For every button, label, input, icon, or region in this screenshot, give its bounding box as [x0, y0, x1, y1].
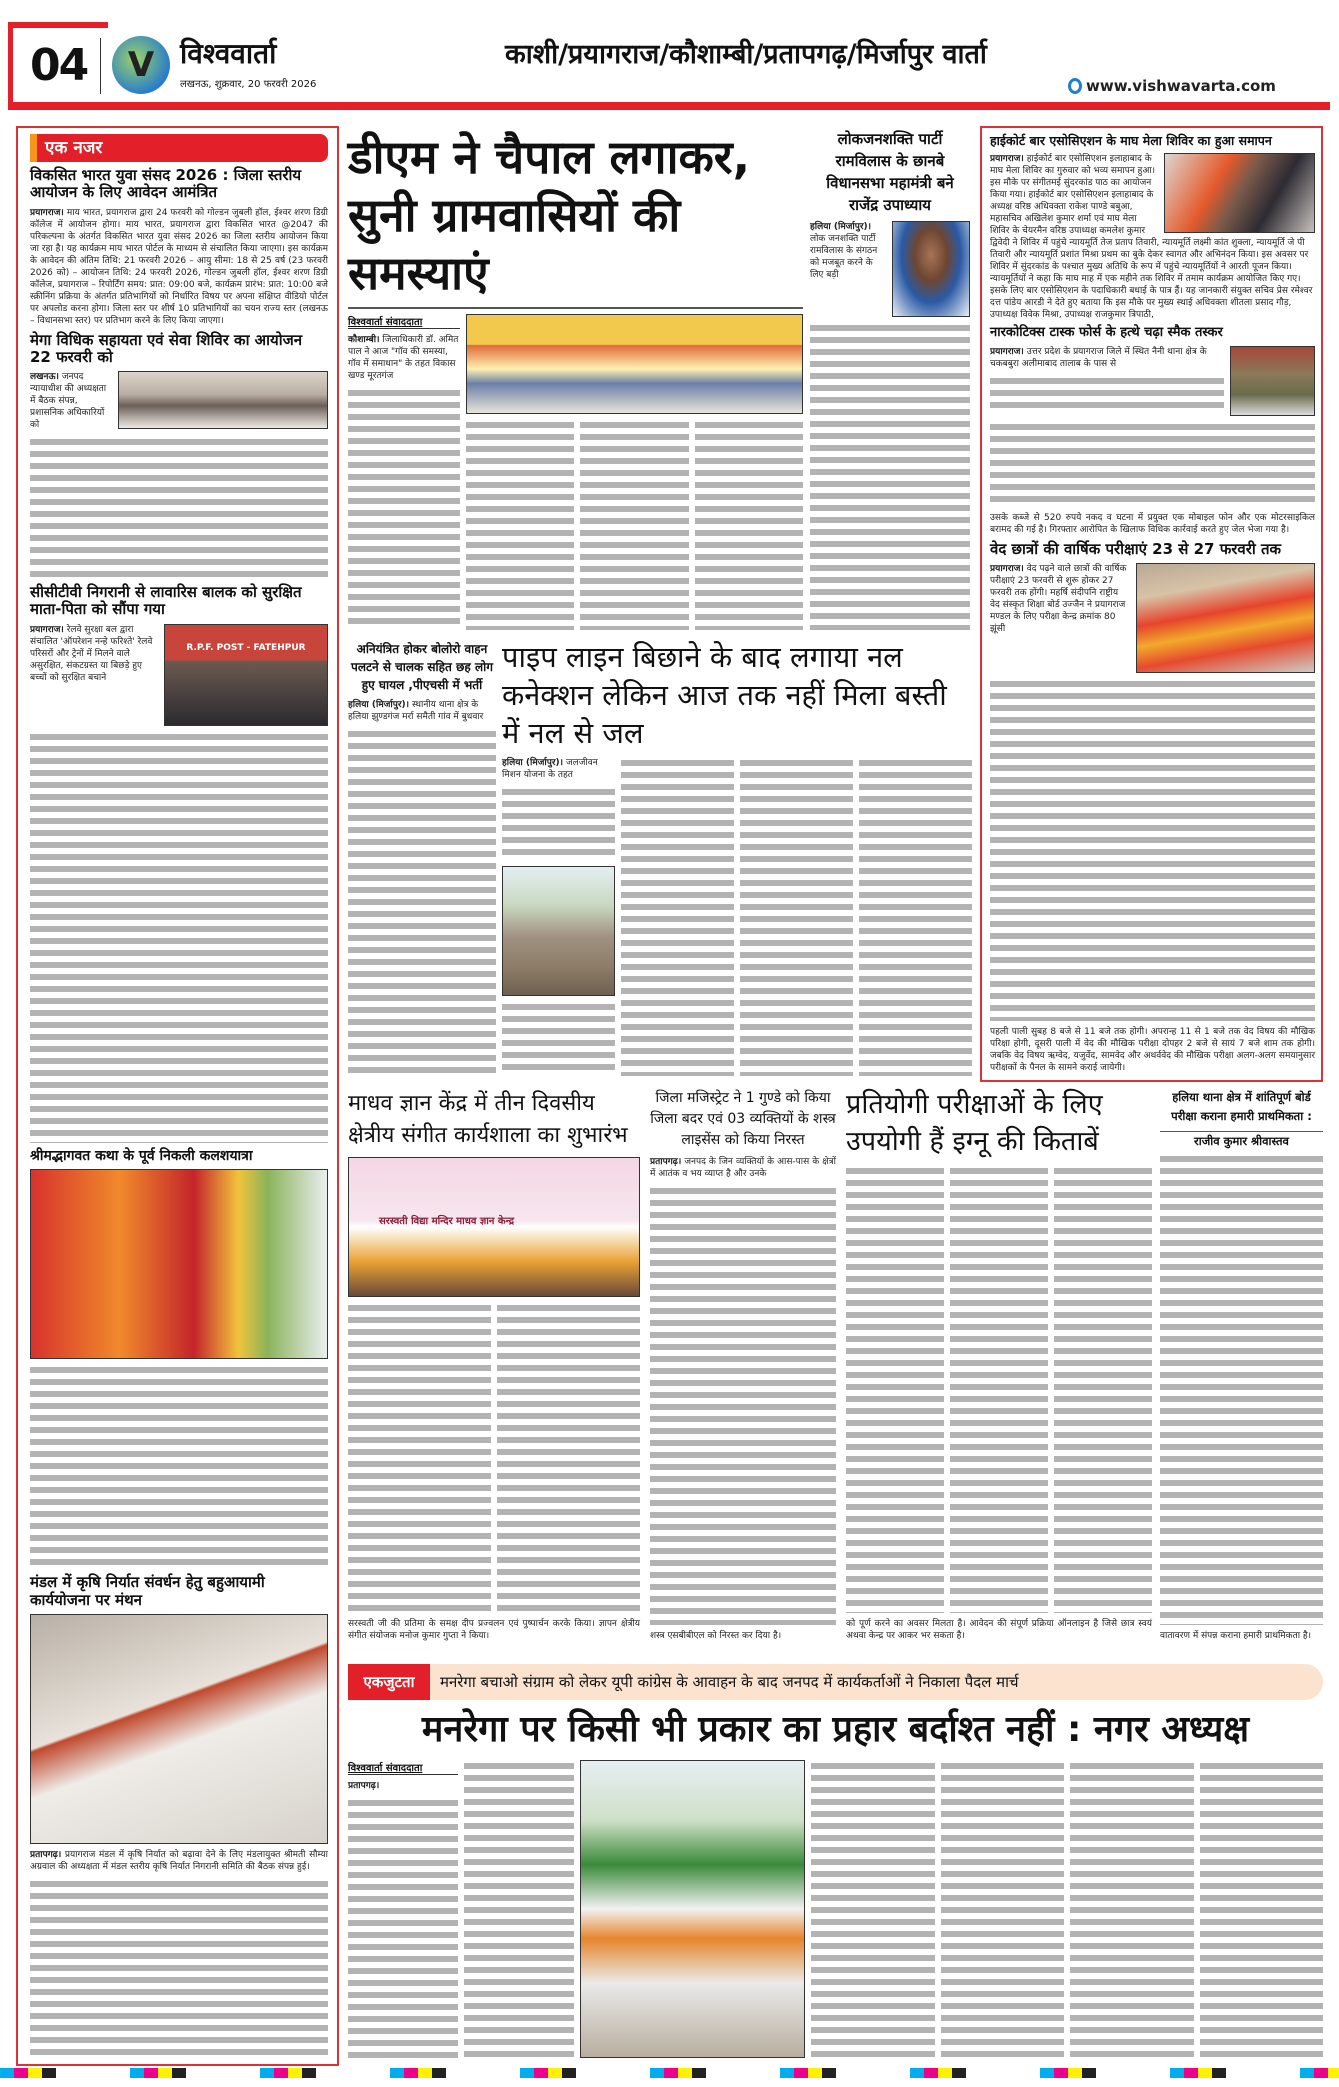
article-body: हाईकोर्ट बार एसोसिएशन इलाहाबाद के माघ मेला शिविर का गुरुवार को भव्य समापन हुआ। इस मौके पर संगीतमई सुंदरकांड पाठ का आयोजन किया गया। हाईकोर्ट बार एसोसिएशन इलाहाबाद के अध्यक्ष वरिष्ठ अधिवक्ता राकेश पाण्डे बबुआ, महासचिव अखिलेश कुमार शर्मा एवं माघ मेला शिविर के चेयरमैन वरिष्ठ उपाध्यक्ष कमलेश कुमार द्विवेदी ने शिविर में पहुंचे न्यायमूर्ति तेज प्रताप तिवारी, न्यायमूर्ति लक्ष्मी कांत शुक्ला, न्यायमूर्ति जे पी तिवारी और न्यायमूर्ति प्रशांत मिश्रा प्रथम का बुके देकर स्वागत और अभिनंदन किया। इस अवसर पर शिविर में सुंदरकांड के पश्चात मुख्य अतिथि के रूप में पहुंचे न्यायमूर्तियों ने आरती पूजन किया। न्यायमूर्तियों ने कहा कि माघ माह में एक महीने तक शिविर में तमाम कार्यक्रम आयोजित किए गए। इसके लिए बार एसोसिएशन के पदाधिकारी बधाई के पात्र हैं। यह जानकारी संयुक्त सचिव प्रेस रमेश्वर दत्त पांडेय आरडी ने देते हुए बताया कि इस मौके पर मुख्य स्थाई अधिवक्ता शीतला प्रसाद गौड़, उपाध्यक्ष विवेक मिश्रा, उपाध्यक्ष राजकुमार त्रिपाठी,	[990, 154, 1313, 321]
article-ved-pariksha	[990, 563, 1130, 673]
lead-rule	[348, 307, 803, 309]
article-narcotics-end: उसके कब्जे से 520 रुपये नकद व घटना में प्रयुक्त एक मोबाइल फोन और एक मोटरसाइकिल बरामद की गई है। गिरफ्तार आरोपित के खिलाफ विधिक कार्रवाई करते हुए जेल भेजा गया है।	[990, 513, 1315, 535]
article-ignou-end: को पूर्ण करने का अवसर मिलता है। आवेदन की संपूर्ण प्रक्रिया ऑनलाइन है जिसे छात्र स्वयं अथवा केन्द्र पर आकर भर सकता है।	[846, 1619, 1152, 1641]
ljp-article-start	[810, 221, 886, 317]
article-body: रेलवे सुरक्षा बल द्वारा संचालित 'ऑपरेशन नन्हे फरिश्ते' रेलवे परिसरों और ट्रेनों में मिलने वाले असुरक्षित, संकटग्रस्त या बिछड़े हुए बच्चों को सुरक्षित बचाने	[30, 624, 153, 683]
subhead-rajeev-kumar: राजीव कुमार श्रीवास्तव	[1160, 1131, 1323, 1148]
dateline: प्रतापगढ़।	[348, 1781, 380, 1791]
article-text-lines	[990, 421, 1315, 507]
headline-vidhik-shivir: मेगा विधिक सहायता एवं सेवा शिविर का आयोजन 22 फरवरी को	[30, 330, 303, 366]
dateline: प्रतापगढ़।	[30, 1849, 62, 1860]
article-text-lines	[621, 757, 734, 1076]
photo-banner-text: सरस्वती विद्या मन्दिर माधव ज्ञान केन्द्र	[379, 1216, 515, 1227]
headline-haliya-pariksha: हलिया थाना क्षेत्र में शांतिपूर्ण बोर्ड परीक्षा कराना हमारी प्राथमिकता :	[1171, 1090, 1312, 1123]
photo-congress-march	[580, 1760, 805, 2058]
photo-banner-text: R.P.F. POST - FATEHPUR	[186, 642, 306, 653]
article-text-lines	[30, 731, 328, 1143]
ljp-headline: लोकजनशक्ति पार्टी रामविलास के छानबे विधानसभा महामंत्री बने राजेंद्र उपाध्याय	[826, 130, 954, 214]
article-text-lines	[859, 757, 972, 1076]
headline-pipeline: पाइप लाइन बिछाने के बाद लगाया नल कनेक्शन लेकिन आज तक नहीं मिला बस्ती में नल से जल	[502, 640, 947, 750]
photo-chaupal	[466, 314, 803, 414]
dateline: हलिया (मिर्जापुर)।	[348, 700, 410, 710]
headline-yuva-sansad: विकसित भारत युवा संसद 2026 : जिला स्तरीय आयोजन के लिए आवेदन आमंत्रित	[30, 166, 302, 202]
headline-kalash-yatra: श्रीमद्भागवत कथा के पूर्व निकली कलशयात्रा	[30, 1147, 253, 1164]
article-body: वेद पढ़ने वाले छात्रों की वार्षिक परीक्षाएं 23 फरवरी से शुरू होकर 27 फरवरी तक होंगी। महर्षि संदीपनि राष्ट्रीय वेद संस्कृत शिक्षा बोर्ड उज्जैन ने प्रयागराज मण्डल के लिए परीक्षा केन्द्र क्रमांक 80 झूंसी	[990, 564, 1127, 635]
article-text-lines	[348, 387, 460, 630]
dateline: कौशाम्बी।	[348, 335, 380, 345]
madhav-story	[348, 1088, 640, 1642]
photo-kalash-yatra	[30, 1169, 328, 1359]
section-title: काशी/प्रयागराज/कौशाम्बी/प्रतापगढ़/मिर्जापुर वार्ता	[505, 39, 987, 70]
dateline: हलिया (मिर्जापुर)।	[502, 758, 564, 768]
photo-ved-students	[1136, 563, 1315, 673]
byline: विश्ववार्ता संवाददाता	[348, 1760, 458, 1775]
dateline: प्रयागराज।	[990, 347, 1024, 358]
article-text-lines	[348, 1302, 491, 1613]
photo-pipeline-road	[502, 866, 615, 996]
article-krishi-niryat	[30, 1849, 328, 1873]
lead-article-start	[348, 334, 460, 382]
article-text-lines	[464, 1760, 574, 2058]
article-text-lines	[348, 1797, 458, 2058]
article-text-lines	[990, 375, 1224, 411]
article-text-lines	[650, 1185, 836, 1625]
right-box-stories	[990, 134, 1315, 1074]
article-yuva-sansad	[30, 207, 328, 327]
header-divider	[100, 38, 101, 94]
article-body: जनपद के जिन व्यक्तियों के आस-पास के क्षेत्रों में आतंक व भय व्याप्त है और उनके	[650, 1157, 836, 1179]
photo-narcotics	[1230, 346, 1315, 416]
headline-krishi-niryat: मंडल में कृषि निर्यात संवर्धन हेतु बहुआयामी कार्ययोजना पर मंथन	[30, 1573, 265, 1609]
byline: विश्ववार्ता संवाददाता	[348, 314, 460, 329]
headline-dm-zila-badar: जिला मजिस्ट्रेट ने 1 गुण्डे को किया जिला बदर एवं 03 व्यक्तियों के शस्त्र लाइसेंस को किया निरस्त	[650, 1090, 836, 1148]
article-text-lines	[810, 322, 970, 630]
article-body: प्रयागराज मंडल में कृषि निर्यात को बढ़ावा देने के लिए मंडलायुक्त श्रीमती सौम्या अग्रवाल की अध्यक्षता में मंडल स्तरीय कृषि निर्यात निगरानी समिति की बैठक संपन्न हुई।	[30, 1849, 328, 1872]
header-frame-top	[8, 22, 108, 28]
dm-story	[650, 1088, 836, 1642]
photo-sangeet-karyashala	[348, 1157, 640, 1297]
article-text-lines	[846, 1165, 944, 1613]
article-haliya-end: वातावरण में संपन्न कराना हमारी प्राथमिकता है।	[1160, 1631, 1312, 1641]
dateline: प्रयागराज।	[30, 207, 64, 218]
article-body: जनपद न्यायाधीश की अध्यक्षता में बैठक संपन्न, प्रशासनिक अधिकारियों को	[30, 372, 107, 430]
globe-icon	[1068, 78, 1082, 94]
dateline: लखनऊ, शुक्रवार, 20 फरवरी 2026	[180, 79, 317, 90]
pipeline-story	[502, 638, 972, 1076]
header-frame-left	[8, 22, 13, 106]
article-highcourt-shivir	[990, 153, 1315, 321]
headline-bolero: अनियंत्रित होकर बोलोरो वाहन पलटने से चालक सहित छह लोग हुए घायल ,पीएचसी में भर्ती	[351, 642, 493, 692]
article-text-lines	[941, 1760, 1065, 2058]
article-text-lines	[30, 1878, 328, 2056]
left-column-stories	[30, 134, 328, 2056]
manrega-story	[348, 1664, 1323, 2058]
paper-name: विश्ववार्ता	[180, 37, 277, 70]
article-text-lines	[990, 678, 1315, 1021]
color-registration-bar	[0, 2068, 1339, 2078]
dateline: प्रयागराज।	[990, 154, 1024, 165]
headline-madhav-sangeet: माधव ज्ञान केंद्र में तीन दिवसीय क्षेत्रीय संगीत कार्यशाला का शुभारंभ	[348, 1091, 628, 1148]
article-bolero	[348, 699, 496, 723]
article-text-lines	[740, 757, 853, 1076]
article-pipeline	[502, 757, 615, 781]
tag-ekjutta: एकजुटता	[348, 1664, 430, 1700]
lead-headline: डीएम ने चैपाल लगाकर, सुनी ग्रामवासियों की समस्याएं	[348, 130, 751, 300]
kicker-banner	[348, 1664, 1323, 1700]
article-text-lines	[1160, 1153, 1323, 1625]
article-body: जिलाधिकारी डॉ. अमित पाल ने आज "गॉव की समस्या, गॉव में समाधान" के तहत विकास खण्ड मूरतगंज	[348, 335, 459, 381]
article-text-lines	[580, 419, 688, 630]
article-narcotics	[990, 346, 1224, 370]
photo-rajendra-upadhyay	[892, 221, 970, 317]
article-text-lines	[502, 786, 615, 861]
article-text-lines	[950, 1165, 1048, 1613]
ek-nazar-banner	[30, 134, 328, 162]
dateline: प्रतापगढ़।	[650, 1157, 682, 1167]
dateline: हलिया (मिर्जापुर)।	[810, 222, 872, 232]
article-text-lines	[1070, 1760, 1194, 2058]
bolero-story	[348, 640, 496, 1076]
article-dm-zila-badar	[650, 1156, 836, 1180]
article-ved-pariksha-end: पहली पाली सुबह 8 बजे से 11 बजे तक होगी। अपरान्ह 11 से 1 बजे तक वेद विषय की मौखिक परिक्षा होगी, दूसरी पाली में वेद की मौखिक परीक्षा दोपहर 2 बजे से सायं 7 बजे शाम तक होगी। जबकि वेद विषय ऋग्वेद, यजुर्वेद, सामवेद और अथर्ववेद की मौखिक परीक्षा अलग-अलग समयानुसार परीक्षकों के पैनल के सामने कराई जायेगी।	[990, 1027, 1315, 1073]
article-manrega-start	[348, 1780, 458, 1792]
website-link[interactable]: www.vishwavarta.com	[1086, 77, 1276, 95]
article-body: उत्तर प्रदेश के प्रयागराज जिले में स्थित नैनी थाना क्षेत्र के चकबबुरा अलीमाबाद तालाब के पास से	[990, 347, 1207, 370]
kicker-text: मनरेगा बचाओ संग्राम को लेकर यूपी कांग्रेस के आवाहन के बाद जनपद में कार्यकर्ताओं ने निकाला पैदल मार्च	[440, 1673, 1019, 1691]
article-body: स्थानीय थाना क्षेत्र के हलिया झुण्डगंज मर्रा समैती गांव में बुधवार	[348, 700, 484, 722]
article-madhav-end: सरस्वती जी की प्रतिमा के समक्ष दीप प्रज्वलन एवं पुष्पार्चन करके किया। ज्ञापन क्षेत्रीय संगीत संयोजक मनोज कुमार गुप्ता ने किया।	[348, 1619, 640, 1641]
photo-meeting	[118, 371, 328, 429]
dateline: लखनऊ।	[30, 372, 59, 382]
photo-krishi-meeting	[30, 1614, 328, 1844]
article-body: जलजीवन मिशन योजना के तहत	[502, 758, 598, 780]
article-text-lines	[30, 436, 328, 579]
logo-icon: V	[112, 36, 170, 94]
photo-highcourt-shivir	[1164, 153, 1315, 233]
article-text-lines	[348, 728, 496, 1076]
article-vidhik-shivir	[30, 371, 112, 431]
banner-label: एक नजर	[45, 138, 103, 158]
article-text-lines	[695, 419, 803, 630]
article-text-lines	[466, 419, 574, 630]
article-text-lines	[502, 1001, 615, 1076]
headline-narcotics: नारकोटिक्स टास्क फोर्स के हत्थे चढ़ा स्मैक तस्कर	[990, 325, 1223, 341]
dateline: प्रयागराज।	[990, 564, 1024, 575]
article-text-lines	[1054, 1165, 1152, 1613]
headline-manrega: मनरेगा पर किसी भी प्रकार का प्रहार बर्दाश्त नहीं : नगर अध्यक्ष	[421, 1709, 1250, 1750]
haliya-story	[1160, 1088, 1323, 1642]
article-text-lines	[1200, 1760, 1324, 2058]
headline-ved-pariksha: वेद छात्रों की वार्षिक परीक्षाएं 23 से 27 फरवरी तक	[990, 540, 1282, 558]
ignou-story	[846, 1086, 1152, 1642]
article-body: माय भारत, प्रयागराज द्वारा 24 फरवरी को गोल्डन जुबली हॉल, ईश्वर शरण डिग्री कॉलेज में आयोजन होगा। माय भारत, प्रयागराज द्वारा विकसित भारत @2047 की परिकल्पना के अंतर्गत विकसित भारत युवा संसद 2026 का जिला स्तरीय आयोजन किया जा रहा है। यह कार्यक्रम माय भारत पोर्टल के माध्यम से संचालित किया जाएगा। इस कार्यक्रम के आवेदन की अंतिम तिथि: 21 फरवरी 2026 – आयु सीमा: 18 से 25 वर्ष (23 फरवरी 2026 को) – आयोजन तिथि: 24 फरवरी 2026, गोल्डन जुबली हॉल, ईश्वर शरण डिग्री कॉलेज, प्रयागराज – रिपोर्टिंग समय: प्रात: 09:00 बजे, कार्यक्रम प्रारंभ: प्रात: 10:00 बजे स्क्रीनिंग प्रक्रिया के अंतर्गत प्रतिभागियों को निर्धारित विषय पर अपना संक्षिप्त वीडियो पोर्टल पर अपलोड करना होगा। जिला स्तर पर शीर्ष 10 प्रतिभागियों का चयन राज्य स्तर (लखनऊ – विधानसभा स्तर) पर प्रतिभाग करने के लिए किया जाएगा।	[30, 207, 328, 326]
photo-rpf	[164, 624, 328, 726]
dateline: प्रयागराज।	[30, 624, 64, 635]
article-dm-end: शस्त्र एसबीबीएल को निरस्त कर दिया है।	[650, 1631, 782, 1641]
article-text-lines	[811, 1760, 935, 2058]
article-text-lines	[30, 1364, 328, 1569]
article-text-lines	[497, 1302, 640, 1613]
ljp-story	[810, 128, 970, 630]
headline-cctv: सीसीटीवी निगरानी से लावारिस बालक को सुरक्षित माता-पिता को सौंपा गया	[30, 583, 302, 619]
headline-ignou: प्रतियोगी परीक्षाओं के लिए उपयोगी हैं इग्नू की किताबें	[846, 1089, 1103, 1157]
headline-highcourt-shivir: हाईकोर्ट बार एसोसिएशन के माघ मेला शिविर का हुआ समापन	[990, 133, 1272, 148]
lead-story	[348, 128, 803, 630]
article-cctv	[30, 624, 158, 726]
page-number: 04	[30, 40, 88, 91]
article-body: लोक जनशक्ति पार्टी रामविलास के संगठन को मजबूत करने के लिए बड़ी	[810, 234, 878, 280]
header-rule	[8, 102, 1330, 110]
